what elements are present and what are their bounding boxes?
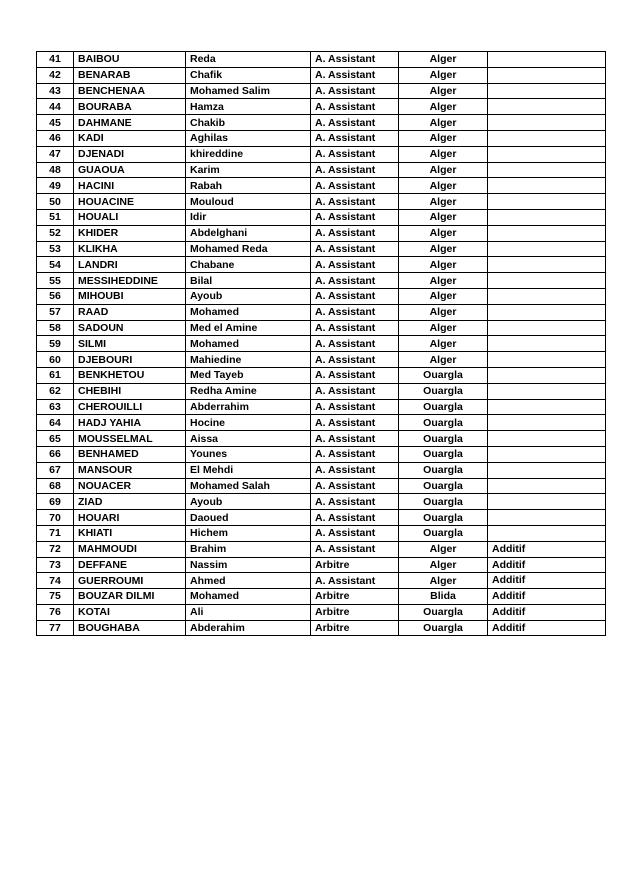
note-cell	[488, 446, 606, 462]
role-cell: A. Assistant	[311, 446, 399, 462]
role-cell: A. Assistant	[311, 225, 399, 241]
city-cell: Alger	[399, 541, 488, 557]
last-name-cell: BENCHENAA	[74, 83, 186, 99]
role-cell: A. Assistant	[311, 209, 399, 225]
note-cell: Additif	[488, 589, 606, 605]
row-number-cell: 54	[37, 257, 74, 273]
city-cell: Alger	[399, 557, 488, 573]
table-row	[37, 573, 606, 589]
table-row	[37, 399, 606, 415]
table-row	[37, 257, 606, 273]
first-name-cell: Chakib	[186, 115, 311, 131]
table-row	[37, 115, 606, 131]
table-row	[37, 352, 606, 368]
note-cell	[488, 225, 606, 241]
last-name-cell: HOUARI	[74, 510, 186, 526]
city-cell: Alger	[399, 178, 488, 194]
role-cell: Arbitre	[311, 557, 399, 573]
table-row	[37, 273, 606, 289]
note-cell	[488, 399, 606, 415]
row-number-cell: 70	[37, 510, 74, 526]
row-number-cell: 65	[37, 431, 74, 447]
first-name-cell: Abdelghani	[186, 225, 311, 241]
city-cell: Alger	[399, 288, 488, 304]
last-name-cell: SADOUN	[74, 320, 186, 336]
note-cell	[488, 273, 606, 289]
role-cell: A. Assistant	[311, 241, 399, 257]
table-row	[37, 383, 606, 399]
row-number-cell: 72	[37, 541, 74, 557]
last-name-cell: MOUSSELMAL	[74, 431, 186, 447]
role-cell: A. Assistant	[311, 273, 399, 289]
role-cell: A. Assistant	[311, 320, 399, 336]
note-cell	[488, 478, 606, 494]
role-cell: A. Assistant	[311, 146, 399, 162]
table-row	[37, 225, 606, 241]
note-cell	[488, 494, 606, 510]
note-cell	[488, 352, 606, 368]
city-cell: Alger	[399, 146, 488, 162]
first-name-cell: Mohamed	[186, 304, 311, 320]
note-cell	[488, 383, 606, 399]
row-number-cell: 48	[37, 162, 74, 178]
note-cell	[488, 336, 606, 352]
referee-list-table	[36, 51, 606, 636]
city-cell: Ouargla	[399, 431, 488, 447]
city-cell: Ouargla	[399, 462, 488, 478]
table-row	[37, 367, 606, 383]
city-cell: Ouargla	[399, 367, 488, 383]
row-number-cell: 47	[37, 146, 74, 162]
city-cell: Alger	[399, 320, 488, 336]
last-name-cell: MIHOUBI	[74, 288, 186, 304]
row-number-cell: 76	[37, 604, 74, 620]
last-name-cell: DAHMANE	[74, 115, 186, 131]
table-row	[37, 462, 606, 478]
last-name-cell: HACINI	[74, 178, 186, 194]
last-name-cell: SILMI	[74, 336, 186, 352]
table-row	[37, 146, 606, 162]
role-cell: A. Assistant	[311, 83, 399, 99]
note-cell	[488, 146, 606, 162]
first-name-cell: Rabah	[186, 178, 311, 194]
first-name-cell: Ahmed	[186, 573, 311, 589]
last-name-cell: DJENADI	[74, 146, 186, 162]
role-cell: A. Assistant	[311, 462, 399, 478]
note-cell	[488, 162, 606, 178]
row-number-cell: 51	[37, 209, 74, 225]
city-cell: Ouargla	[399, 510, 488, 526]
city-cell: Ouargla	[399, 446, 488, 462]
note-cell	[488, 194, 606, 210]
first-name-cell: Mohamed Reda	[186, 241, 311, 257]
city-cell: Alger	[399, 257, 488, 273]
first-name-cell: khireddine	[186, 146, 311, 162]
first-name-cell: Abderahim	[186, 620, 311, 636]
city-cell: Alger	[399, 194, 488, 210]
table-row	[37, 604, 606, 620]
row-number-cell: 62	[37, 383, 74, 399]
row-number-cell: 59	[37, 336, 74, 352]
table-row	[37, 194, 606, 210]
table-row	[37, 162, 606, 178]
last-name-cell: CHEROUILLI	[74, 399, 186, 415]
role-cell: A. Assistant	[311, 304, 399, 320]
note-cell: Additif	[488, 604, 606, 620]
row-number-cell: 75	[37, 589, 74, 605]
last-name-cell: KOTAI	[74, 604, 186, 620]
table-row	[37, 241, 606, 257]
note-cell	[488, 115, 606, 131]
table-row	[37, 336, 606, 352]
last-name-cell: BENARAB	[74, 67, 186, 83]
last-name-cell: BOUGHABA	[74, 620, 186, 636]
first-name-cell: Abderrahim	[186, 399, 311, 415]
last-name-cell: LANDRI	[74, 257, 186, 273]
note-cell	[488, 415, 606, 431]
last-name-cell: DEFFANE	[74, 557, 186, 573]
city-cell: Alger	[399, 336, 488, 352]
last-name-cell: GUERROUMI	[74, 573, 186, 589]
last-name-cell: ZIAD	[74, 494, 186, 510]
last-name-cell: HOUACINE	[74, 194, 186, 210]
role-cell: A. Assistant	[311, 67, 399, 83]
role-cell: A. Assistant	[311, 52, 399, 68]
note-cell	[488, 525, 606, 541]
city-cell: Alger	[399, 83, 488, 99]
row-number-cell: 77	[37, 620, 74, 636]
table-row	[37, 478, 606, 494]
city-cell: Ouargla	[399, 478, 488, 494]
row-number-cell: 42	[37, 67, 74, 83]
first-name-cell: Mouloud	[186, 194, 311, 210]
table-row	[37, 178, 606, 194]
last-name-cell: HOUALI	[74, 209, 186, 225]
note-cell: Additif	[488, 557, 606, 573]
city-cell: Alger	[399, 241, 488, 257]
row-number-cell: 67	[37, 462, 74, 478]
note-cell	[488, 320, 606, 336]
table-row	[37, 288, 606, 304]
note-cell	[488, 462, 606, 478]
table-row	[37, 304, 606, 320]
note-cell	[488, 83, 606, 99]
row-number-cell: 61	[37, 367, 74, 383]
first-name-cell: El Mehdi	[186, 462, 311, 478]
role-cell: A. Assistant	[311, 367, 399, 383]
table-row	[37, 130, 606, 146]
first-name-cell: Nassim	[186, 557, 311, 573]
row-number-cell: 74	[37, 573, 74, 589]
first-name-cell: Younes	[186, 446, 311, 462]
row-number-cell: 41	[37, 52, 74, 68]
role-cell: A. Assistant	[311, 257, 399, 273]
first-name-cell: Chabane	[186, 257, 311, 273]
role-cell: Arbitre	[311, 589, 399, 605]
note-cell: Additif	[488, 620, 606, 636]
table-row	[37, 589, 606, 605]
row-number-cell: 45	[37, 115, 74, 131]
row-number-cell: 52	[37, 225, 74, 241]
table-row	[37, 510, 606, 526]
first-name-cell: Ayoub	[186, 288, 311, 304]
role-cell: A. Assistant	[311, 162, 399, 178]
last-name-cell: NOUACER	[74, 478, 186, 494]
note-cell	[488, 130, 606, 146]
first-name-cell: Bilal	[186, 273, 311, 289]
last-name-cell: BOURABA	[74, 99, 186, 115]
row-number-cell: 71	[37, 525, 74, 541]
first-name-cell: Reda	[186, 52, 311, 68]
city-cell: Ouargla	[399, 399, 488, 415]
table-row	[37, 541, 606, 557]
row-number-cell: 46	[37, 130, 74, 146]
first-name-cell: Idir	[186, 209, 311, 225]
row-number-cell: 43	[37, 83, 74, 99]
first-name-cell: Med Tayeb	[186, 367, 311, 383]
role-cell: A. Assistant	[311, 194, 399, 210]
role-cell: Arbitre	[311, 620, 399, 636]
note-cell	[488, 209, 606, 225]
city-cell: Alger	[399, 99, 488, 115]
table-row	[37, 67, 606, 83]
city-cell: Ouargla	[399, 415, 488, 431]
city-cell: Alger	[399, 52, 488, 68]
role-cell: A. Assistant	[311, 510, 399, 526]
table-row	[37, 415, 606, 431]
row-number-cell: 53	[37, 241, 74, 257]
table-row	[37, 557, 606, 573]
table-row	[37, 620, 606, 636]
note-cell	[488, 52, 606, 68]
role-cell: A. Assistant	[311, 541, 399, 557]
role-cell: A. Assistant	[311, 383, 399, 399]
role-cell: A. Assistant	[311, 399, 399, 415]
first-name-cell: Hocine	[186, 415, 311, 431]
row-number-cell: 44	[37, 99, 74, 115]
role-cell: A. Assistant	[311, 431, 399, 447]
row-number-cell: 63	[37, 399, 74, 415]
row-number-cell: 55	[37, 273, 74, 289]
row-number-cell: 57	[37, 304, 74, 320]
first-name-cell: Mohamed	[186, 336, 311, 352]
row-number-cell: 58	[37, 320, 74, 336]
note-cell	[488, 67, 606, 83]
last-name-cell: MANSOUR	[74, 462, 186, 478]
note-cell	[488, 99, 606, 115]
first-name-cell: Redha Amine	[186, 383, 311, 399]
table-row	[37, 431, 606, 447]
last-name-cell: KHIDER	[74, 225, 186, 241]
note-cell	[488, 288, 606, 304]
first-name-cell: Mohamed Salah	[186, 478, 311, 494]
first-name-cell: Brahim	[186, 541, 311, 557]
first-name-cell: Hichem	[186, 525, 311, 541]
last-name-cell: KLIKHA	[74, 241, 186, 257]
note-cell	[488, 178, 606, 194]
role-cell: A. Assistant	[311, 178, 399, 194]
city-cell: Blida	[399, 589, 488, 605]
last-name-cell: BAIBOU	[74, 52, 186, 68]
city-cell: Alger	[399, 273, 488, 289]
city-cell: Alger	[399, 209, 488, 225]
role-cell: A. Assistant	[311, 99, 399, 115]
row-number-cell: 64	[37, 415, 74, 431]
table-row	[37, 52, 606, 68]
table-row	[37, 494, 606, 510]
note-cell	[488, 241, 606, 257]
last-name-cell: RAAD	[74, 304, 186, 320]
role-cell: A. Assistant	[311, 130, 399, 146]
role-cell: A. Assistant	[311, 115, 399, 131]
first-name-cell: Aissa	[186, 431, 311, 447]
first-name-cell: Hamza	[186, 99, 311, 115]
last-name-cell: KADI	[74, 130, 186, 146]
city-cell: Ouargla	[399, 494, 488, 510]
city-cell: Alger	[399, 225, 488, 241]
city-cell: Ouargla	[399, 383, 488, 399]
role-cell: Arbitre	[311, 604, 399, 620]
note-cell	[488, 431, 606, 447]
first-name-cell: Daoued	[186, 510, 311, 526]
last-name-cell: KHIATI	[74, 525, 186, 541]
last-name-cell: GUAOUA	[74, 162, 186, 178]
note-cell	[488, 257, 606, 273]
role-cell: A. Assistant	[311, 494, 399, 510]
role-cell: A. Assistant	[311, 415, 399, 431]
last-name-cell: DJEBOURI	[74, 352, 186, 368]
first-name-cell: Chafik	[186, 67, 311, 83]
last-name-cell: BOUZAR DILMI	[74, 589, 186, 605]
row-number-cell: 66	[37, 446, 74, 462]
first-name-cell: Mohamed Salim	[186, 83, 311, 99]
first-name-cell: Karim	[186, 162, 311, 178]
row-number-cell: 60	[37, 352, 74, 368]
city-cell: Alger	[399, 352, 488, 368]
city-cell: Alger	[399, 162, 488, 178]
row-number-cell: 50	[37, 194, 74, 210]
last-name-cell: BENHAMED	[74, 446, 186, 462]
table-row	[37, 83, 606, 99]
role-cell: A. Assistant	[311, 352, 399, 368]
table-row	[37, 320, 606, 336]
city-cell: Ouargla	[399, 620, 488, 636]
last-name-cell: HADJ YAHIA	[74, 415, 186, 431]
table-row	[37, 209, 606, 225]
note-cell	[488, 367, 606, 383]
first-name-cell: Med el Amine	[186, 320, 311, 336]
first-name-cell: Ali	[186, 604, 311, 620]
last-name-cell: MESSIHEDDINE	[74, 273, 186, 289]
row-number-cell: 49	[37, 178, 74, 194]
role-cell: A. Assistant	[311, 336, 399, 352]
row-number-cell: 56	[37, 288, 74, 304]
note-cell: Additif	[488, 573, 606, 589]
first-name-cell: Mohamed	[186, 589, 311, 605]
city-cell: Alger	[399, 115, 488, 131]
city-cell: Alger	[399, 67, 488, 83]
first-name-cell: Ayoub	[186, 494, 311, 510]
city-cell: Ouargla	[399, 604, 488, 620]
role-cell: A. Assistant	[311, 478, 399, 494]
last-name-cell: CHEBIHI	[74, 383, 186, 399]
city-cell: Alger	[399, 304, 488, 320]
table-body	[37, 52, 606, 636]
row-number-cell: 69	[37, 494, 74, 510]
first-name-cell: Mahiedine	[186, 352, 311, 368]
row-number-cell: 68	[37, 478, 74, 494]
city-cell: Alger	[399, 573, 488, 589]
last-name-cell: MAHMOUDI	[74, 541, 186, 557]
role-cell: A. Assistant	[311, 288, 399, 304]
table-row	[37, 99, 606, 115]
note-cell: Additif	[488, 541, 606, 557]
note-cell	[488, 510, 606, 526]
row-number-cell: 73	[37, 557, 74, 573]
role-cell: A. Assistant	[311, 525, 399, 541]
note-cell	[488, 304, 606, 320]
role-cell: A. Assistant	[311, 573, 399, 589]
table-row	[37, 525, 606, 541]
city-cell: Alger	[399, 130, 488, 146]
last-name-cell: BENKHETOU	[74, 367, 186, 383]
table-row	[37, 446, 606, 462]
first-name-cell: Aghilas	[186, 130, 311, 146]
city-cell: Ouargla	[399, 525, 488, 541]
